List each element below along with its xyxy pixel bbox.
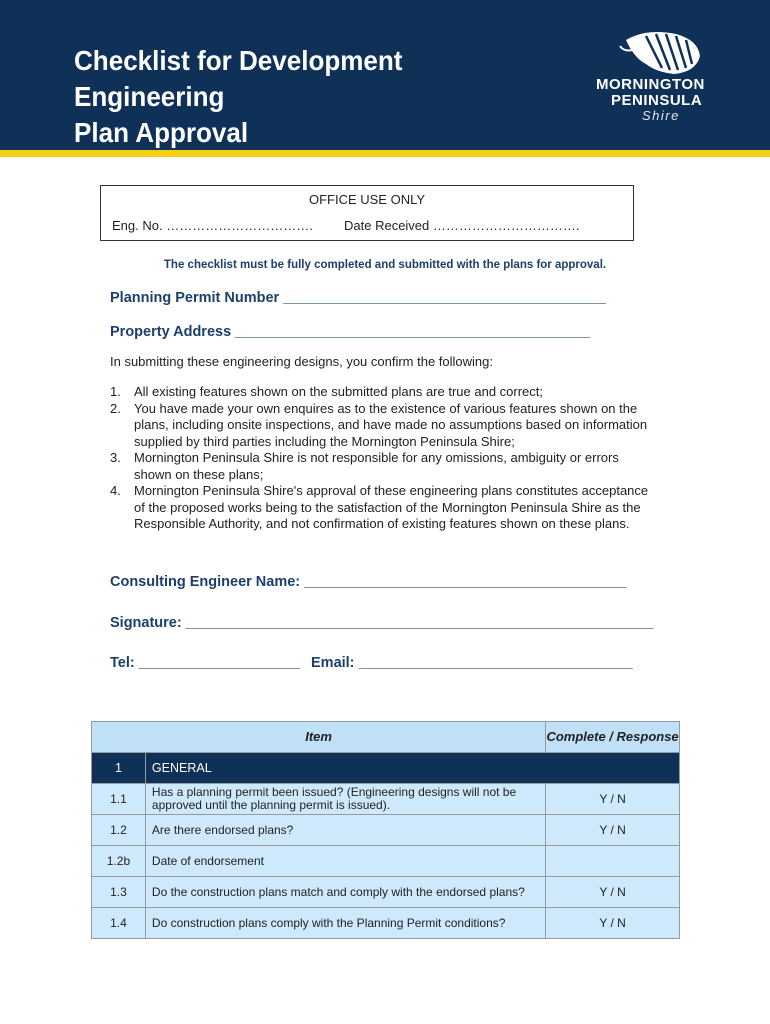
logo-text-peninsula: PENINSULA (611, 92, 703, 109)
completion-note: The checklist must be fully completed and submitted with the plans for approval. (163, 259, 607, 271)
list-item-number: 4. (110, 483, 121, 498)
eng-no-field[interactable]: Eng. No. ……………………………. (112, 218, 313, 233)
shell-logo-icon (616, 28, 706, 78)
table-row (92, 815, 680, 846)
row-number: 1.4 (92, 908, 146, 939)
row-item: Are there endorsed plans? (145, 815, 545, 846)
list-item-text: Mornington Peninsula Shire's approval of these engineering plans constitutes acceptance of the proposed works being to the satisfaction of the Mornington Peninsula Shire as the Responsible Authority, and not confirmation of existing features shown on these plans. (134, 483, 649, 531)
row-response[interactable]: Y / N (546, 784, 680, 815)
section-number: 1 (92, 753, 146, 784)
list-item-text: All existing features shown on the submitted plans are true and correct; (134, 384, 543, 399)
office-use-box (100, 185, 634, 241)
list-item (110, 450, 655, 483)
list-item-text: Mornington Peninsula Shire is not responsible for any omissions, ambiguity or errors shown on these plans; (134, 450, 619, 482)
row-response[interactable] (546, 846, 680, 877)
row-item: Do the construction plans match and comply with the endorsed plans? (145, 877, 545, 908)
email-field[interactable]: Email: __________________________________ (311, 655, 633, 671)
tel-field[interactable]: Tel: ____________________ (110, 655, 301, 671)
logo-text-shire: Shire (642, 108, 680, 123)
row-response[interactable]: Y / N (546, 815, 680, 846)
planning-permit-field[interactable]: Planning Permit Number ________________________________________ (110, 290, 606, 306)
row-number: 1.2 (92, 815, 146, 846)
section-row-general (92, 753, 680, 784)
list-item-number: 1. (110, 384, 121, 399)
title-line-2: Plan Approval (74, 117, 249, 148)
confirmation-intro: In submitting these engineering designs, you confirm the following: (110, 354, 493, 369)
signature-field[interactable]: Signature: __________________________________________________________ (110, 615, 654, 631)
row-response[interactable]: Y / N (546, 877, 680, 908)
list-item-text: You have made your own enquires as to the existence of various features shown on the plans, including onsite inspections, and have made no assumptions based on information supplied by third parties including the Mornington Peninsula Shire; (134, 400, 648, 449)
property-address-field[interactable]: Property Address ____________________________________________ (110, 324, 590, 340)
list-item (110, 483, 655, 533)
list-item (110, 384, 655, 401)
response-column-header: Complete / Response (546, 722, 680, 753)
consulting-engineer-field[interactable]: Consulting Engineer Name: ________________________________________ (110, 574, 627, 590)
office-use-title: OFFICE USE ONLY (308, 192, 426, 207)
row-item: Do construction plans comply with the Planning Permit conditions? (145, 908, 545, 939)
row-number: 1.3 (92, 877, 146, 908)
logo-text-mornington: MORNINGTON (596, 76, 705, 93)
row-item: Has a planning permit been issued? (Engineering designs will not be approved until the planning permit is issued). (145, 784, 545, 815)
date-received-field[interactable]: Date Received ……………………………. (344, 218, 580, 233)
table-row (92, 846, 680, 877)
page-header (0, 0, 770, 150)
header-accent-stripe (0, 150, 770, 157)
table-row (92, 877, 680, 908)
list-item (110, 401, 655, 451)
title-line-1: Checklist for Development Engineering (74, 45, 403, 112)
list-item-number: 2. (110, 400, 121, 416)
shire-logo (596, 28, 736, 128)
table-header-row (92, 722, 680, 753)
row-number: 1.1 (92, 784, 146, 815)
row-number: 1.2b (92, 846, 146, 877)
page-title (74, 43, 558, 151)
table-row (92, 784, 680, 815)
section-label: GENERAL (145, 753, 679, 784)
table-row (92, 908, 680, 939)
item-column-header: Item (92, 722, 546, 753)
row-response[interactable]: Y / N (546, 908, 680, 939)
checklist-table (91, 721, 680, 939)
row-item: Date of endorsement (145, 846, 545, 877)
confirmation-list (110, 384, 655, 533)
list-item-number: 3. (110, 450, 121, 465)
